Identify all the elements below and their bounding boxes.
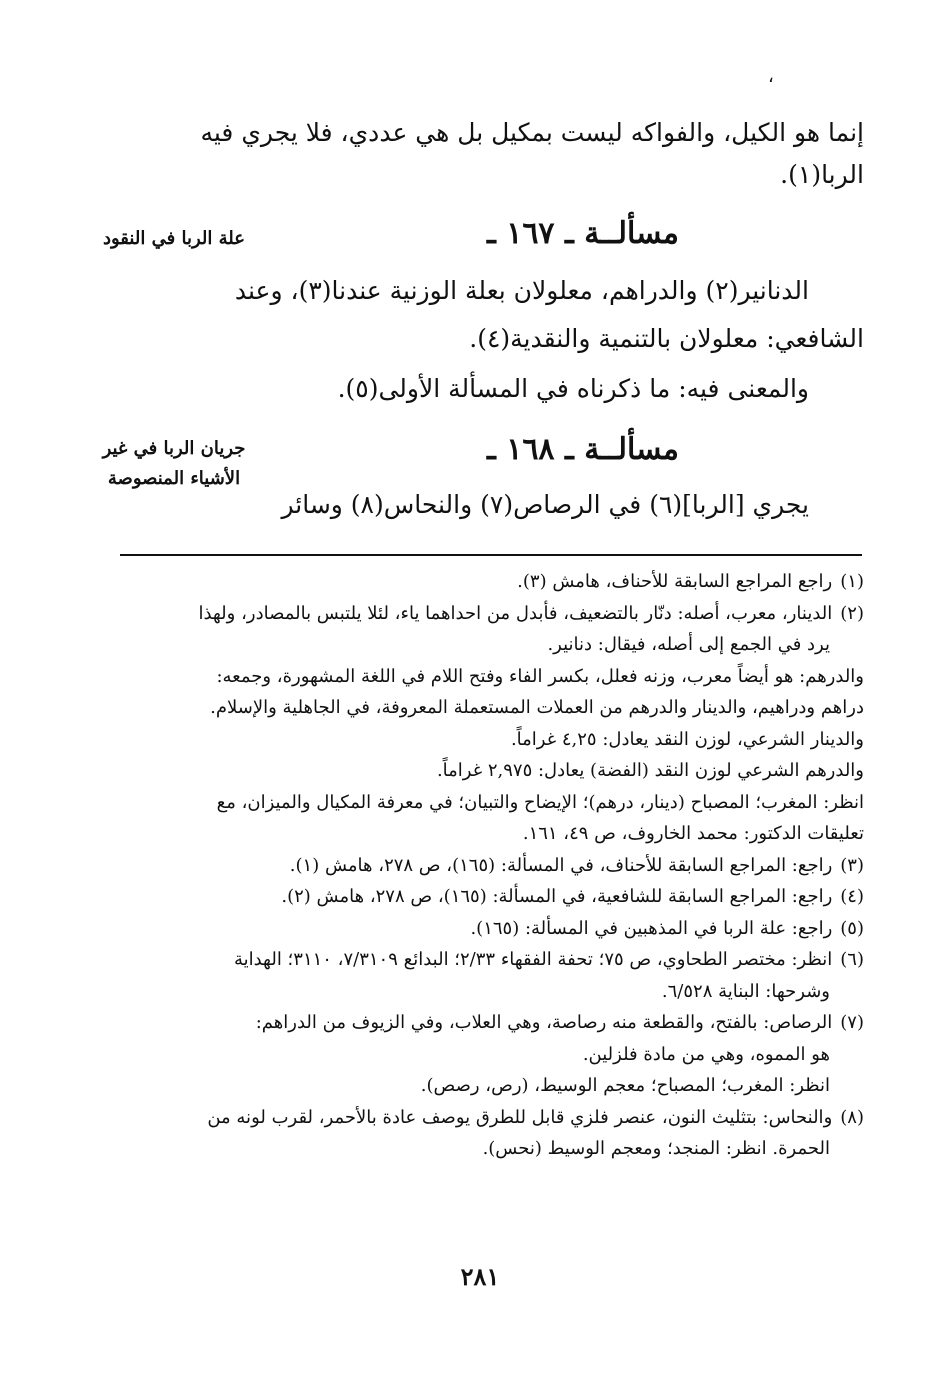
footnotes	[104, 566, 864, 1165]
side-note-168	[89, 434, 259, 494]
footnote-line: والدرهم الشرعي لوزن النقد (الفضة) يعادل: ٢,٩٧٥ غراماً.	[436, 760, 864, 781]
para-167-line-2: الشافعي: معلولان بالتنمية والنقدية(٤).	[469, 324, 864, 353]
footnote-line: (٦)انظر: مختصر الطحاوي، ص ٧٥؛ تحفة الفقهاء ٢/٣٣؛ البدائع ٧/٣١٠٩، ٣١١٠؛ الهداية	[233, 949, 864, 970]
para-167-line-1: الدنانير(٢) والدراهم، معلولان بعلة الوزنية عندنا(٣)، وعند	[234, 276, 809, 305]
footnote-line: تعليقات الدكتور: محمد الخاروف، ص ٤٩، ١٦١.	[522, 823, 864, 844]
para-167-line-3: والمعنى فيه: ما ذكرناه في المسألة الأولى(٥).	[337, 374, 809, 403]
footnote-line: (٤)راجع: المراجع السابقة للشافعية، في المسألة: (١٦٥)، ص ٢٧٨، هامش (٢).	[281, 886, 864, 907]
footnote-line: (٥)راجع: علة الربا في المذهبين في المسألة: (١٦٥).	[470, 917, 864, 939]
footnote-separator	[120, 554, 862, 556]
footnote-line: (٧)الرصاص: بالفتح، والقطعة منه رصاصة، وهي العلاب، وفي الزيوف من الدراهم:	[255, 1012, 864, 1033]
side-note-168-line-1: جريان الربا في غير	[102, 438, 246, 459]
footnote-line: (١)راجع المراجع السابقة للأحناف، هامش (٣).	[517, 571, 864, 592]
footnote-line: انظر: المغرب؛ المصباح؛ معجم الوسيط، (رص، رصص).	[420, 1075, 830, 1096]
intro-line-2: الربا(١).	[780, 160, 864, 189]
heading-167: مسألــة ـ ١٦٧ ـ	[486, 216, 679, 251]
page-number: ٢٨١	[460, 1262, 500, 1291]
footnote-line: (٨)والنحاس: بتثليث النون، عنصر فلزي قابل للطرق يوصف عادة بالأحمر، لقرب لونه من	[207, 1106, 864, 1128]
footnote-line: الحمرة. انظر: المنجد؛ ومعجم الوسيط (نحس).	[482, 1138, 830, 1159]
footnote-line: (٣)راجع: المراجع السابقة للأحناف، في المسألة: (١٦٥)، ص ٢٧٨، هامش (١).	[289, 854, 864, 876]
footnote-line: والدرهم: هو أيضاً معرب، وزنه فعلل، بكسر الفاء وفتح اللام في اللغة المشهورة، وجمعه:	[216, 665, 864, 687]
stray-mark: ،	[768, 66, 774, 87]
intro-line-1: إنما هو الكيل، والفواكه ليست بمكيل بل هي عددي، فلا يجري فيه	[200, 118, 864, 147]
footnote-line: انظر: المغرب؛ المصباح (دينار، درهم)؛ الإيضاح والتبيان؛ في معرفة المكيال والميزان، مع	[216, 791, 864, 813]
side-note-168-line-2: الأشياء المنصوصة	[107, 468, 241, 489]
footnote-line: وشرحها: البناية ٦/٥٢٨.	[661, 980, 830, 1002]
footnote-line: يرد في الجمع إلى أصله، فيقال: دنانير.	[547, 634, 830, 655]
footnote-line: دراهم ودراهيم، والدينار والدرهم من العملات المستعملة المعروفة، في الجاهلية والإسلام.	[210, 697, 864, 718]
side-note-167: علة الربا في النقود	[102, 228, 245, 249]
footnote-line: (٢)الدينار، معرب، أصله: دنّار بالتضعيف، فأبدل من احداهما ياء، لئلا يلتبس بالمصادر، ولهذا	[198, 602, 864, 624]
footnote-line: والدينار الشرعي، لوزن النقد يعادل: ٤,٢٥ غراماً.	[510, 728, 864, 750]
footnote-line: هو المموه، وهي من مادة فلزلين.	[582, 1043, 830, 1065]
para-168-line-1: يجري [الربا](٦) في الرصاص(٧) والنحاس(٨) وسائر	[281, 490, 809, 519]
heading-168: مسألــة ـ ١٦٨ ـ	[486, 432, 679, 467]
